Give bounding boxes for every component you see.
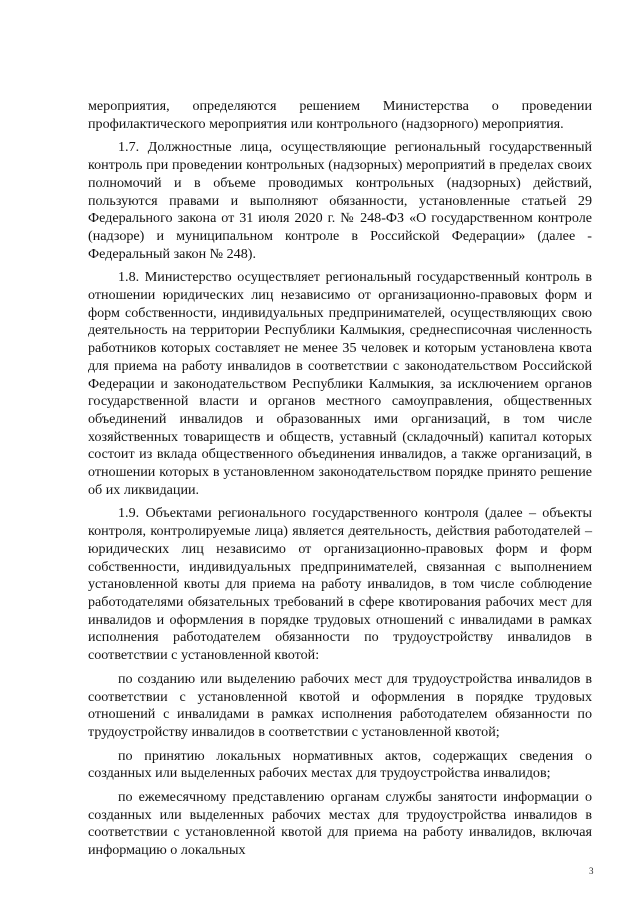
paragraph-continuation: мероприятия, определяются решением Министерства о проведении профилактического мероприятия или контрольного (надзорного) мероприятия. <box>88 98 592 132</box>
list-item-monthly-report: по ежемесячному представлению органам службы занятости информации о созданных или выделенных рабочих местах для трудоустройства инвалидов в соответствии с установленной квотой для приема на работу инвалидов, включая информацию о локальных <box>88 789 592 859</box>
paragraph-1-8: 1.8. Министерство осуществляет региональный государственный контроль в отношении юридических лиц независимо от организационно-правовых форм и форм собственности, индивидуальных предпринимателей, осуществляющих свою деятельность на территории Республики Калмыкия, среднесписочная численность работников которых составляет не менее 35 человек и которым установлена квота для приема на работу инвалидов в соответствии с законодательством Российской Федерации и законодательством Республики Калмыкия, за исключением органов государственной власти и органов местного самоуправления, общественных объединений инвалидов и образованных ими организаций, в том числе хозяйственных товариществ и обществ, уставный (складочный) капитал которых состоит из вклада общественного объединения инвалидов, а также организаций, в отношении которых в установленном законодательством порядке принято решение об их ликвидации. <box>88 269 592 498</box>
page-number: 3 <box>589 866 594 876</box>
paragraph-1-9: 1.9. Объектами регионального государственного контроля (далее – объекты контроля, контролируемые лица) является деятельность, действия работодателей – юридических лиц независимо от организационно-правовых форм и форм собственности, индивидуальных предпринимателей, связанная с выполнением установленной квоты для приема на работу инвалидов, в том числе соблюдение работодателями обязательных требований в сфере квотирования рабочих мест для инвалидов и оформления в порядке трудовых отношений с инвалидами в рамках исполнения работодателем обязанности по трудоустройству инвалидов в соответствии с установленной квотой: <box>88 505 592 664</box>
paragraph-1-7: 1.7. Должностные лица, осуществляющие региональный государственный контроль при проведении контрольных (надзорных) мероприятий в пределах своих полномочий и в объеме проводимых контрольных (надзорных) действий, пользуются правами и выполняют обязанности, установленные статьей 29 Федерального закона от 31 июля 2020 г. № 248-ФЗ «О государственном контроле (надзоре) и муниципальном контроле в Российской Федерации» (далее - Федеральный закон № 248). <box>88 139 592 262</box>
list-item-creation: по созданию или выделению рабочих мест для трудоустройства инвалидов в соответствии с установленной квотой и оформления в порядке трудовых отношений с инвалидами в рамках исполнения работодателем обязанности по трудоустройству инвалидов в соответствии с установленной квотой; <box>88 670 592 740</box>
list-item-local-acts: по принятию локальных нормативных актов, содержащих сведения о созданных или выделенных рабочих местах для трудоустройства инвалидов; <box>88 747 592 782</box>
document-body <box>88 98 592 866</box>
